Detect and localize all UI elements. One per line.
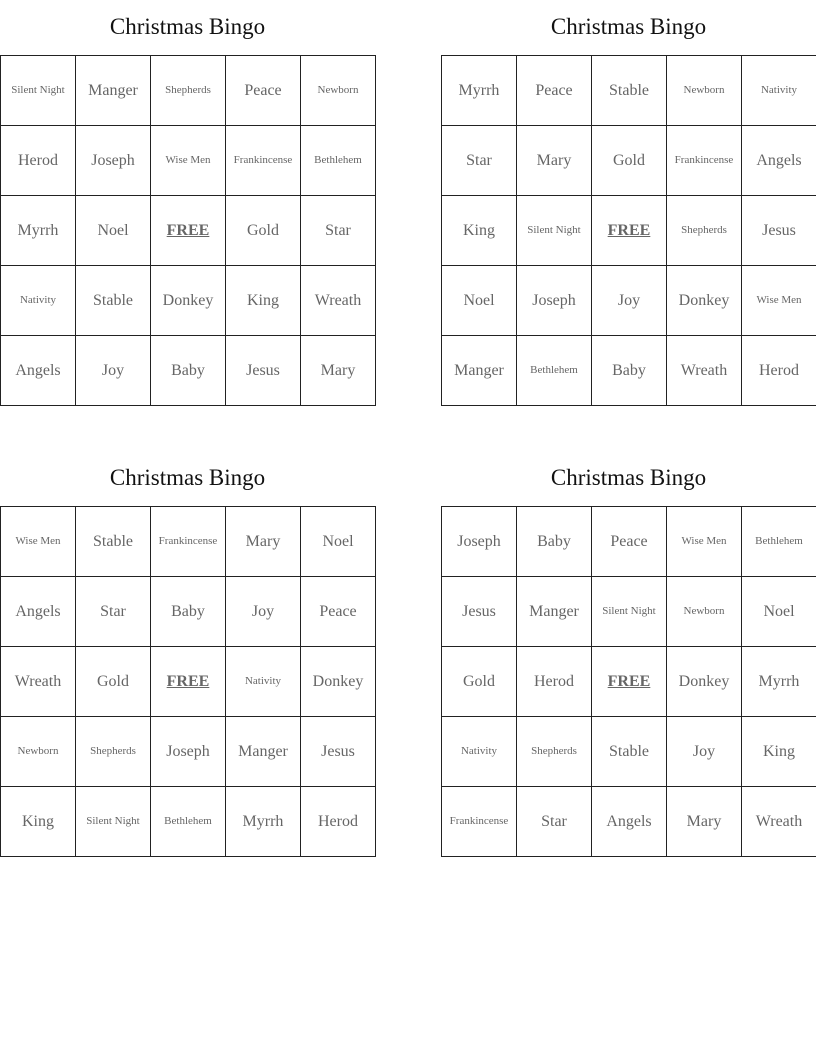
bingo-cell: Joy (592, 266, 667, 336)
grid-row (1, 56, 376, 126)
bingo-cell: Stable (592, 717, 667, 787)
bingo-cell: Wreath (667, 336, 742, 406)
bingo-cell: Nativity (226, 647, 301, 717)
bingo-cell: Peace (226, 56, 301, 126)
bingo-cell: Herod (742, 336, 816, 406)
bingo-cell: Peace (301, 577, 376, 647)
bingo-cell: Noel (742, 577, 816, 647)
grid-row (442, 787, 816, 857)
bingo-cell: Angels (742, 126, 816, 196)
bingo-cell: Gold (226, 196, 301, 266)
bingo-cell: Jesus (742, 196, 816, 266)
bingo-cell: Nativity (742, 56, 816, 126)
bingo-cell: Manger (226, 717, 301, 787)
bingo-grid (441, 506, 816, 857)
grid-row (1, 577, 376, 647)
bingo-cell: Donkey (667, 647, 742, 717)
bingo-cell: Mary (301, 336, 376, 406)
free-space: FREE (151, 647, 226, 717)
bingo-cell: Wreath (301, 266, 376, 336)
bingo-cell: Shepherds (151, 56, 226, 126)
bingo-grid (0, 506, 376, 857)
bingo-cell: Herod (1, 126, 76, 196)
bingo-cell: Joseph (517, 266, 592, 336)
bingo-cell: Noel (301, 507, 376, 577)
grid-row (1, 717, 376, 787)
grid-row (442, 266, 816, 336)
bingo-cell: Herod (301, 787, 376, 857)
bingo-cell: Wise Men (742, 266, 816, 336)
grid-row (442, 336, 816, 406)
bingo-cell: Silent Night (592, 577, 667, 647)
bingo-cell: King (1, 787, 76, 857)
bingo-cell: King (742, 717, 816, 787)
bingo-cell: Silent Night (1, 56, 76, 126)
bingo-cell: Shepherds (76, 717, 151, 787)
bingo-cell: Manger (442, 336, 517, 406)
grid-row (442, 507, 816, 577)
bingo-cell: Newborn (667, 56, 742, 126)
bingo-cell: Gold (76, 647, 151, 717)
grid-row (442, 196, 816, 266)
bingo-cell: Frankincense (151, 507, 226, 577)
bingo-cell: Gold (592, 126, 667, 196)
bingo-cell: Bethlehem (301, 126, 376, 196)
bingo-cell: Joy (667, 717, 742, 787)
bingo-cell: Bethlehem (742, 507, 816, 577)
bingo-cell: Myrrh (226, 787, 301, 857)
bingo-cell: Wise Men (1, 507, 76, 577)
card-title: Christmas Bingo (109, 14, 266, 39)
grid-row (1, 787, 376, 857)
bingo-grid (0, 55, 376, 406)
free-space: FREE (592, 196, 667, 266)
bingo-cell: Wreath (1, 647, 76, 717)
bingo-cell: Peace (592, 507, 667, 577)
bingo-cell: Gold (442, 647, 517, 717)
bingo-cell: Manger (76, 56, 151, 126)
bingo-cell: Stable (592, 56, 667, 126)
bingo-cell: Newborn (1, 717, 76, 787)
bingo-cell: Manger (517, 577, 592, 647)
bingo-cell: Star (517, 787, 592, 857)
bingo-cell: Myrrh (1, 196, 76, 266)
bingo-cell: Nativity (442, 717, 517, 787)
bingo-cell: King (442, 196, 517, 266)
bingo-cell: Shepherds (517, 717, 592, 787)
bingo-cell: Mary (667, 787, 742, 857)
card-title: Christmas Bingo (550, 465, 707, 490)
bingo-cell: Herod (517, 647, 592, 717)
bingo-cell: Silent Night (76, 787, 151, 857)
bingo-cell: Newborn (667, 577, 742, 647)
bingo-cell: Mary (226, 507, 301, 577)
grid-row (1, 266, 376, 336)
grid-row (442, 717, 816, 787)
free-space: FREE (151, 196, 226, 266)
bingo-cell: Bethlehem (517, 336, 592, 406)
bingo-cell: Donkey (667, 266, 742, 336)
bingo-cell: Jesus (442, 577, 517, 647)
bingo-cell: Star (301, 196, 376, 266)
bingo-cell: Wreath (742, 787, 816, 857)
grid-row (442, 126, 816, 196)
bingo-cell: Baby (151, 577, 226, 647)
bingo-cell: Shepherds (667, 196, 742, 266)
bingo-grid (441, 55, 816, 406)
bingo-cell: Stable (76, 266, 151, 336)
bingo-cell: Frankincense (442, 787, 517, 857)
bingo-cell: Joy (226, 577, 301, 647)
bingo-cell: Joseph (151, 717, 226, 787)
bingo-cell: Bethlehem (151, 787, 226, 857)
card-title: Christmas Bingo (550, 14, 707, 39)
card-title: Christmas Bingo (109, 465, 266, 490)
grid-row (442, 56, 816, 126)
bingo-cell: Jesus (226, 336, 301, 406)
bingo-cell: Donkey (301, 647, 376, 717)
grid-row (1, 126, 376, 196)
grid-row (1, 507, 376, 577)
bingo-cell: Baby (517, 507, 592, 577)
bingo-cell: Baby (151, 336, 226, 406)
bingo-cell: Newborn (301, 56, 376, 126)
bingo-cell: Joseph (442, 507, 517, 577)
bingo-cell: Jesus (301, 717, 376, 787)
grid-row (442, 647, 816, 717)
bingo-cell: Angels (592, 787, 667, 857)
bingo-cell: Wise Men (667, 507, 742, 577)
bingo-cell: Myrrh (742, 647, 816, 717)
bingo-cell: Joseph (76, 126, 151, 196)
bingo-cell: Noel (442, 266, 517, 336)
bingo-cell: Star (76, 577, 151, 647)
bingo-cell: King (226, 266, 301, 336)
grid-row (1, 196, 376, 266)
bingo-cell: Frankincense (667, 126, 742, 196)
bingo-cell: Noel (76, 196, 151, 266)
bingo-cell: Star (442, 126, 517, 196)
bingo-cell: Nativity (1, 266, 76, 336)
bingo-cell: Angels (1, 336, 76, 406)
free-space: FREE (592, 647, 667, 717)
bingo-cell: Mary (517, 126, 592, 196)
bingo-cell: Joy (76, 336, 151, 406)
grid-row (1, 336, 376, 406)
grid-row (442, 577, 816, 647)
grid-row (1, 647, 376, 717)
bingo-cell: Silent Night (517, 196, 592, 266)
bingo-cell: Wise Men (151, 126, 226, 196)
bingo-cell: Donkey (151, 266, 226, 336)
bingo-cell: Angels (1, 577, 76, 647)
bingo-cell: Baby (592, 336, 667, 406)
bingo-cell: Myrrh (442, 56, 517, 126)
bingo-cell: Peace (517, 56, 592, 126)
bingo-cell: Stable (76, 507, 151, 577)
bingo-cell: Frankincense (226, 126, 301, 196)
